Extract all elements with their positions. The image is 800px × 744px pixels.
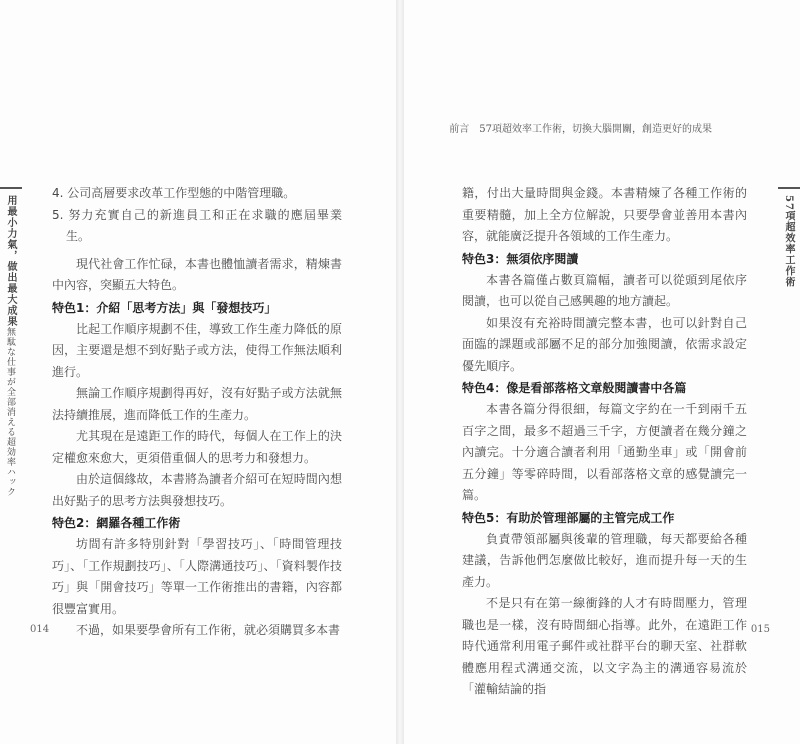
paragraph: 坊間有許多特別針對「學習技巧」、「時間管理技巧」、「工作規劃技巧」、「人際溝通技巧」、「資料製作技巧」與「開會技巧」等單一工作術推出的書籍，內容都很豐富實用。 [52, 537, 342, 616]
paragraph: 比起工作順序規劃不佳，導致工作生產力降低的原因，主要還是想不到好點子或方法，使得工作無法順利進行。 [52, 321, 342, 379]
paragraph: 負責帶領部屬與後輩的管理職，每天都要給各種建議，告訴他們怎麼做比較好，進而提升每一天的生產力。 [462, 531, 747, 589]
feature-heading: 特色5：有助於管理部屬的主管完成工作 [462, 510, 675, 525]
side-rule [778, 187, 800, 189]
feature-heading: 特色2：網羅各種工作術 [52, 516, 181, 530]
left-page [0, 0, 396, 744]
list-item: 4. 公司高層要求改革工作型態的中階管理職。 [52, 186, 296, 200]
continuation-paragraph: 籍，付出大量時間與金錢。本書精煉了各種工作術的重要精髓，加上全方位解說，只要學會並善用本書內容，就能廣泛提升各領域的工作生產力。 [462, 186, 747, 243]
paragraph: 本書各篇分得很細，每篇文字約在一千到兩千五百字之間，最多不超過三千字，方便讀者在幾分鐘之內讀完。十分適合讀者利用「通勤坐車」或「開會前五分鐘」等零碎時間，以看部落格文章的感覺讀完一篇。 [462, 402, 747, 502]
right-page [404, 0, 800, 744]
side-rule [0, 187, 22, 189]
book-gutter [396, 0, 404, 744]
vertical-book-title [4, 195, 16, 497]
book-subtitle: 無駄な仕事が全部消える超効率ハック [5, 327, 15, 497]
intro-paragraph: 現代社會工作忙碌，本書也體恤讀者需求，精煉書中內容，突顯五大特色。 [52, 256, 342, 292]
vertical-section-title: 57項超效率工作術 [783, 195, 794, 288]
left-page-body [52, 183, 342, 642]
page-number: 014 [30, 624, 50, 635]
paragraph: 無論工作順序規劃得再好，沒有好點子或方法就無法持續推展，進而降低工作的生產力。 [52, 386, 342, 422]
paragraph: 不過，如果要學會所有工作術，就必須購買多本書 [76, 623, 341, 637]
paragraph: 不是只有在第一線衝鋒的人才有時間壓力，管理職也是一樣，沒有時間細心指導。此外，在遠距工作時代通常利用電子郵件或社群平台的聊天室、社群軟體應用程式溝通交流，以文字為主的溝通容易流於「灌輸結論的指 [462, 596, 747, 696]
paragraph: 由於這個緣故，本書將為讀者介紹可在短時間內想出好點子的思考方法與發想技巧。 [52, 472, 342, 508]
page-number: 015 [750, 624, 770, 635]
running-header: 前言 57項超效率工作術，切換大腦開關，創造更好的成果 [449, 124, 712, 135]
feature-heading: 特色1：介紹「思考方法」與「發想技巧」 [52, 300, 277, 315]
feature-heading: 特色4：像是看部落格文章般閱讀書中各篇 [462, 381, 687, 395]
paragraph: 尤其現在是遠距工作的時代，每個人在工作上的決定權愈來愈大，更須借重個人的思考力和發想力。 [52, 429, 342, 465]
list-item: 5. 努力充實自己的新進員工和正在求職的應屆畢業生。 [52, 207, 342, 243]
paragraph: 本書各篇僅占數頁篇幅，讀者可以從頭到尾依序閱讀，也可以從自己感興趣的地方讀起。 [462, 272, 747, 308]
paragraph: 如果沒有充裕時間讀完整本書，也可以針對自己面臨的課題或部屬不足的部分加強閱讀，依需求設定優先順序。 [462, 315, 747, 373]
feature-heading: 特色3：無須依序閱讀 [462, 251, 579, 266]
book-title: 用最小力氣，做出最大成果 [5, 195, 16, 327]
right-page-body [462, 183, 747, 701]
